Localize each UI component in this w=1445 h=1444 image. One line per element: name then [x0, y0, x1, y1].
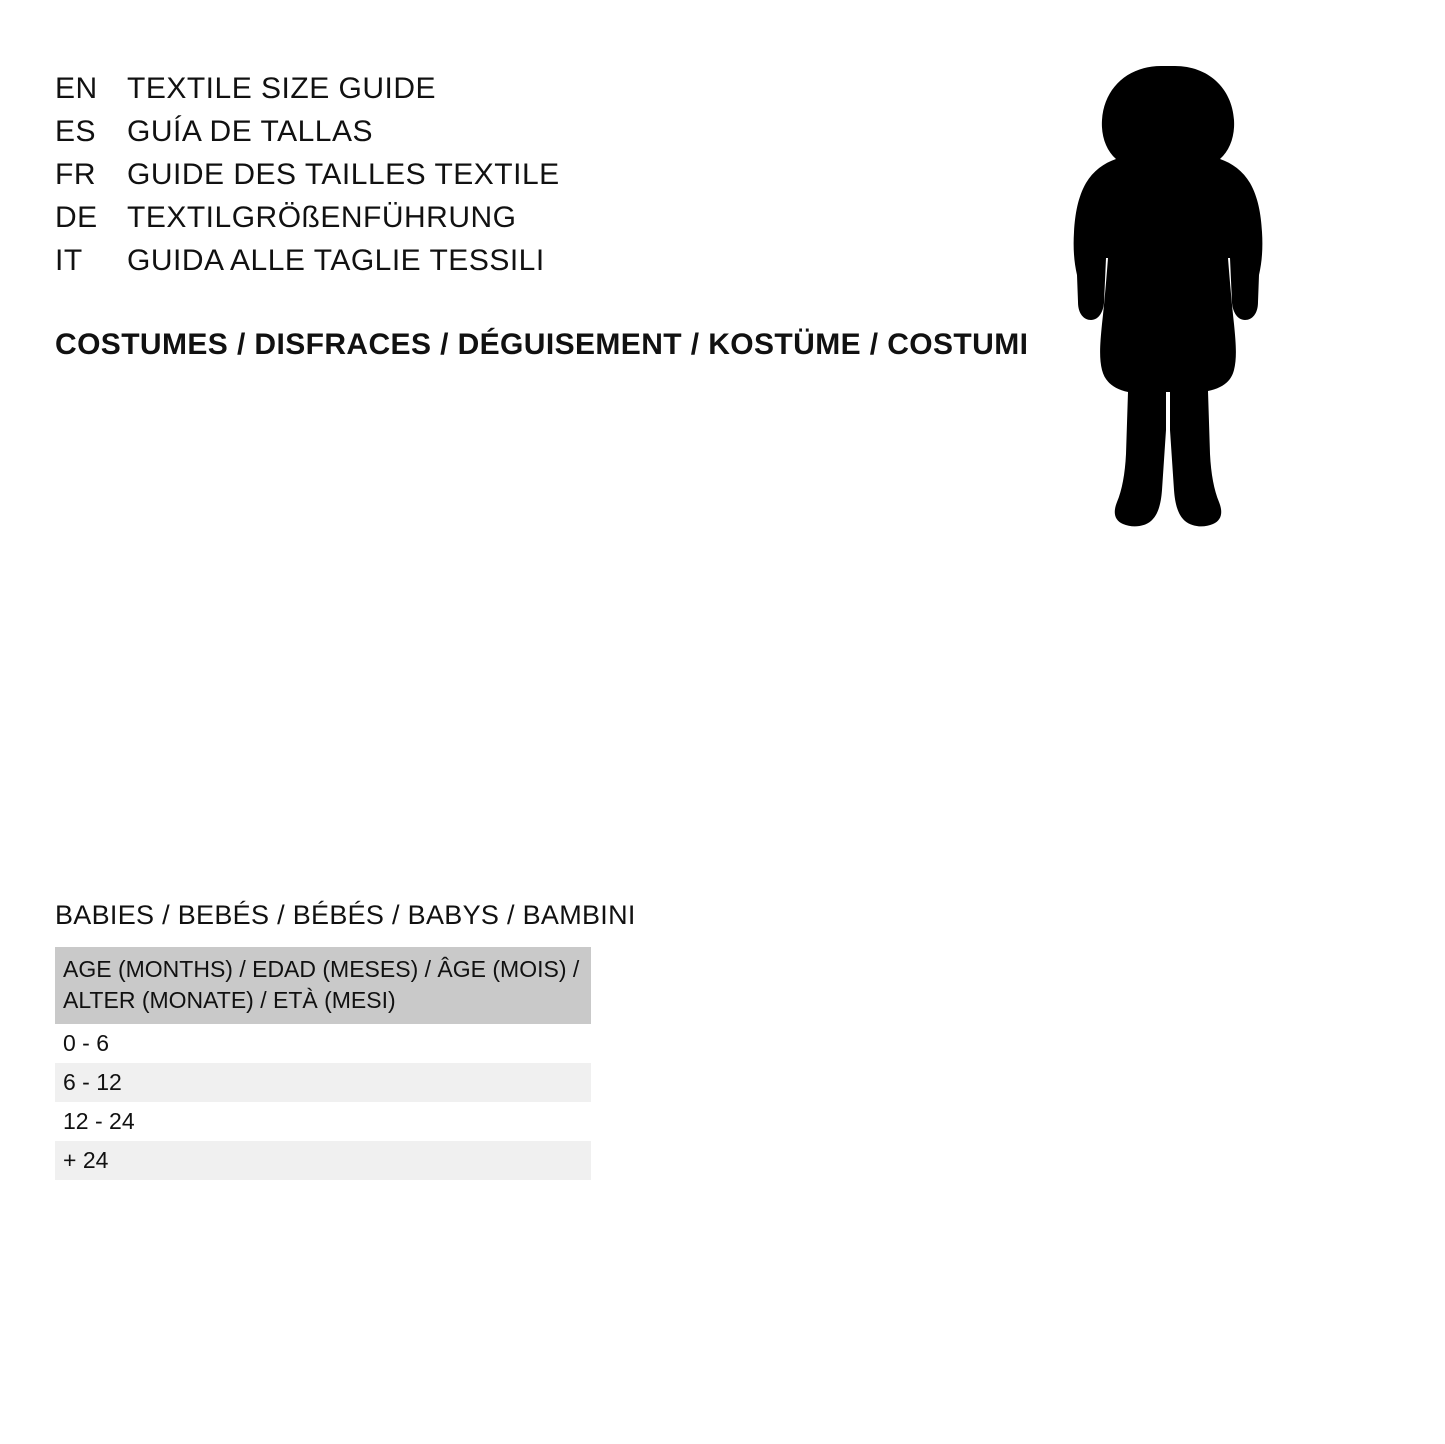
language-code: ES — [55, 115, 97, 148]
table-cell-age: 12 - 24 — [55, 1102, 591, 1141]
category-heading: COSTUMES / DISFRACES / DÉGUISEMENT / KOSTÜME / COSTUMI — [55, 328, 1029, 361]
table-cell-age: 6 - 12 — [55, 1063, 591, 1102]
table-row — [55, 1063, 591, 1102]
language-row — [55, 158, 560, 201]
language-title: GUIDE DES TAILLES TEXTILE — [127, 158, 560, 191]
table-column-header-age: AGE (MONTHS) / EDAD (MESES) / ÂGE (MOIS) / ALTER (MONATE) / ETÀ (MESI) — [55, 947, 591, 1024]
language-code: DE — [55, 201, 98, 234]
table-row — [55, 1141, 591, 1180]
language-list — [55, 72, 560, 287]
language-code: IT — [55, 244, 83, 277]
language-title: GUIDA ALLE TAGLIE TESSILI — [127, 244, 545, 277]
language-title: TEXTILGRÖßENFÜHRUNG — [127, 201, 517, 234]
language-row — [55, 115, 560, 158]
size-table — [55, 947, 591, 1180]
language-row — [55, 201, 560, 244]
language-code: FR — [55, 158, 96, 191]
language-title: TEXTILE SIZE GUIDE — [127, 72, 437, 105]
language-row — [55, 72, 560, 115]
table-header-row — [55, 947, 591, 1024]
language-code: EN — [55, 72, 98, 105]
baby-silhouette-icon — [1062, 62, 1292, 532]
language-row — [55, 244, 560, 287]
language-title: GUÍA DE TALLAS — [127, 115, 373, 148]
table-row — [55, 1102, 591, 1141]
table-cell-age: 0 - 6 — [55, 1024, 591, 1063]
size-table-block — [55, 900, 636, 1180]
table-cell-age: + 24 — [55, 1141, 591, 1180]
size-table-caption: BABIES / BEBÉS / BÉBÉS / BABYS / BAMBINI — [55, 900, 636, 930]
table-row — [55, 1024, 591, 1063]
